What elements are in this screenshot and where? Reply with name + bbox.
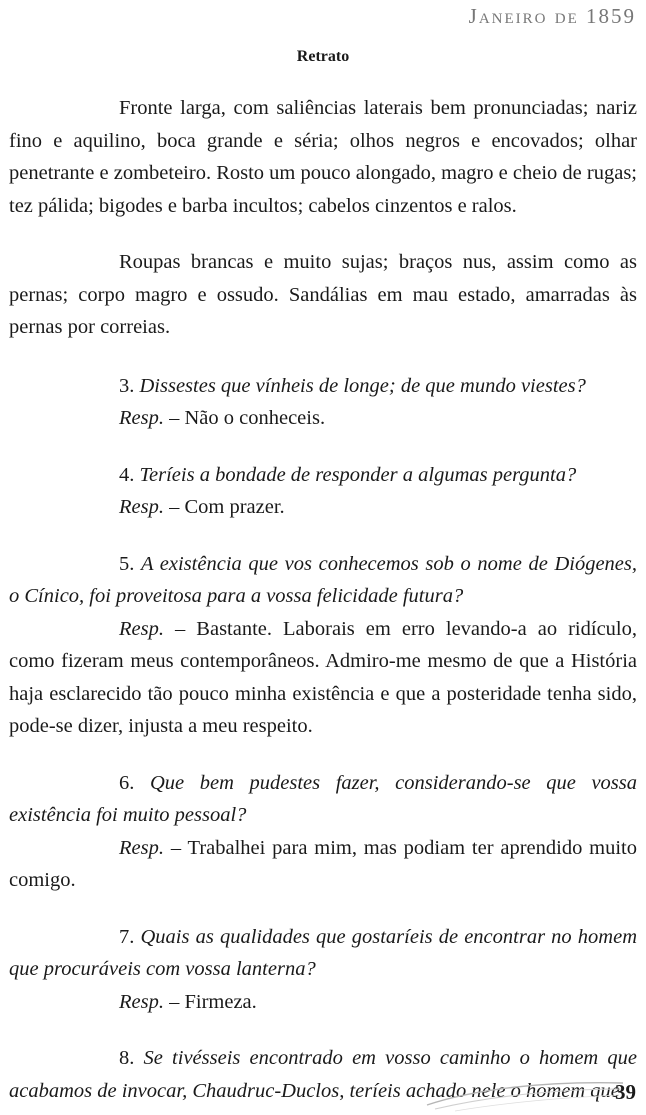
running-header: Janeiro de 1859 xyxy=(468,4,636,28)
decorative-swoosh-ornament xyxy=(425,1073,625,1113)
question-number: 4. xyxy=(119,463,135,486)
question-text: Que bem pudestes fazer, considerando-se que vossa existência foi muito pessoal? xyxy=(9,771,638,826)
resp-label: Resp. xyxy=(119,407,164,429)
portrait-paragraph-1: Fronte larga, com saliências laterais bem pronunciadas; nariz fino e aquilino, boca grande e séria; olhos negros e encovados; olhar penetrante e zombeteiro. Rosto um pouco alongado, magro e cheio de rugas; tez pálida; bigodes e barba incultos; cabelos cinzentos e ralos. xyxy=(9,97,637,217)
answer-text: – Trabalhei para mim, mas podiam ter aprendido muito comigo. xyxy=(9,836,638,891)
answer-line xyxy=(9,402,637,435)
resp-label: Resp. xyxy=(119,617,164,640)
qa-item-5 xyxy=(9,548,637,743)
question-number: 8. xyxy=(119,1047,135,1069)
answer-text: – Não o conheceis. xyxy=(169,407,326,429)
question-text: Teríeis a bondade de responder a algumas pergunta? xyxy=(139,463,577,486)
question-line xyxy=(9,548,637,613)
qa-item-7 xyxy=(9,921,637,1019)
qa-item-3 xyxy=(9,370,637,435)
answer-text: – Bastante. Laborais em erro levando-a ao ridículo, como fizeram meus contemporâneos. Admiro-me mesmo de que a História haja esclarecido tão pouco minha existência e que a posteridade tenha sido, pode-se dizer, injusta a meu respeito. xyxy=(9,617,637,737)
question-line xyxy=(9,459,637,492)
question-text: Dissestes que vínheis de longe; de que mundo viestes? xyxy=(139,374,586,397)
question-number: 7. xyxy=(119,925,135,948)
page-number: 39 xyxy=(615,1080,636,1104)
answer-line xyxy=(9,491,637,524)
question-number: 5. xyxy=(119,552,135,575)
section-title: Retrato xyxy=(296,48,350,65)
page-body xyxy=(9,92,637,1107)
question-text: Quais as qualidades que gostaríeis de encontrar no homem que procuráveis com vossa lanterna? xyxy=(9,925,638,980)
question-number: 3. xyxy=(119,374,135,397)
resp-label: Resp. xyxy=(119,836,164,859)
question-number: 6. xyxy=(119,771,135,794)
resp-label: Resp. xyxy=(119,990,164,1013)
portrait-paragraph-2: Roupas brancas e muito sujas; braços nus, assim como as pernas; corpo magro e ossudo. Sandálias em mau estado, amarradas às pernas por correias. xyxy=(9,251,637,338)
question-text: A existência que vos conhecemos sob o nome de Diógenes, o Cínico, foi proveitosa para a vossa felicidade futura? xyxy=(9,552,637,607)
answer-line xyxy=(9,986,637,1019)
answer-line xyxy=(9,832,637,897)
question-line xyxy=(9,921,637,986)
qa-item-4 xyxy=(9,459,637,524)
answer-text: – Com prazer. xyxy=(169,496,285,518)
answer-line xyxy=(9,613,637,743)
qa-item-6 xyxy=(9,767,637,897)
question-line xyxy=(9,370,637,403)
resp-label: Resp. xyxy=(119,496,164,518)
question-text: Se tivésseis encontrado em vosso caminho o homem que acabamos de invocar, Chaudruc-Duclos, teríeis achado nele o homem que xyxy=(9,1047,638,1102)
question-line xyxy=(9,767,637,832)
answer-text: – Firmeza. xyxy=(169,990,257,1013)
